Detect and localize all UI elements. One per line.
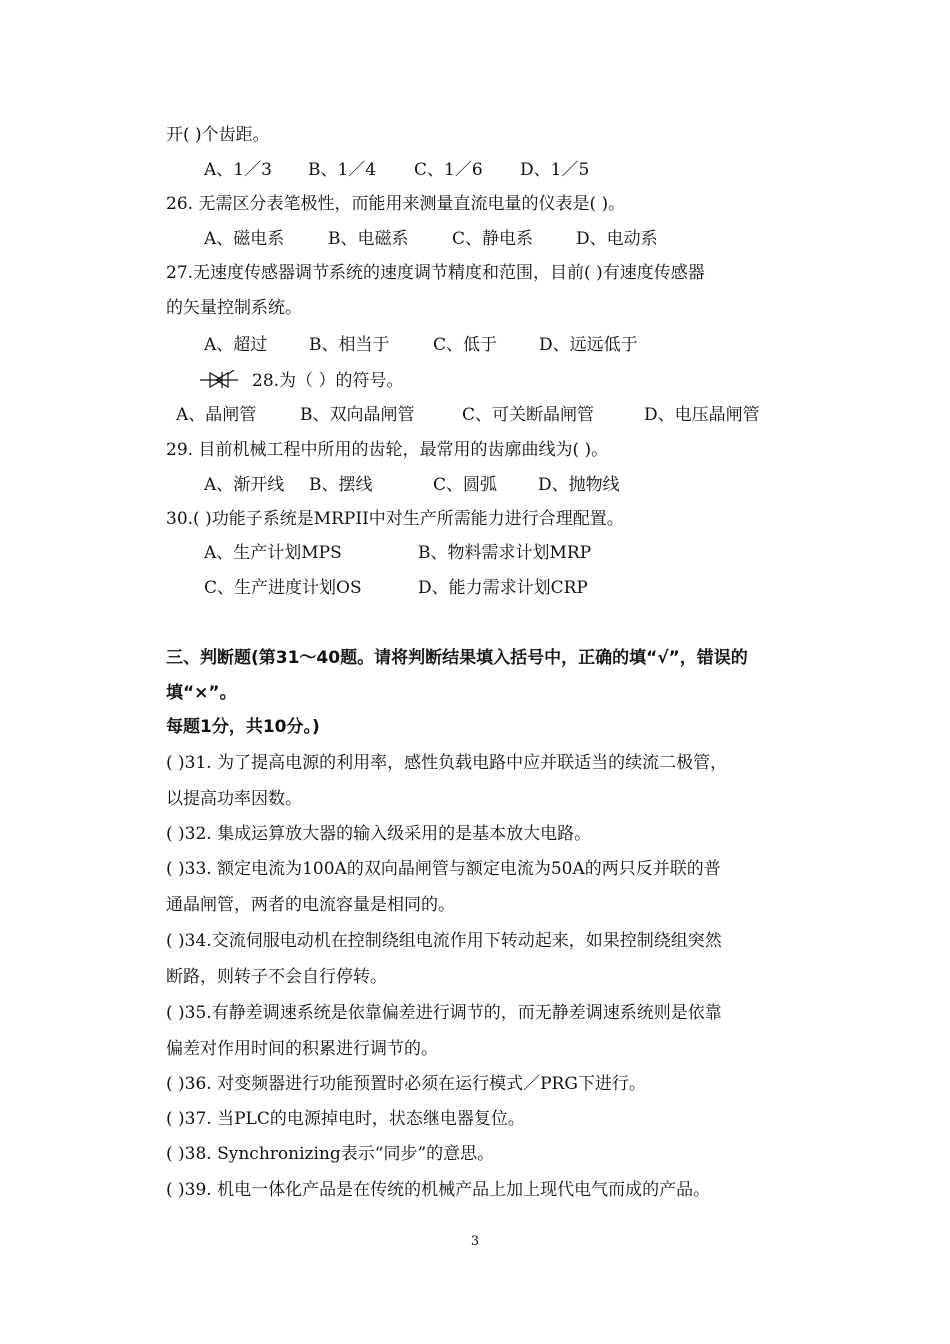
section-heading-line3: 每题1分，共10分。) [166,717,320,737]
triac-symbol-icon [200,370,238,390]
option-c: C、生产进度计划OS [204,578,362,598]
q28: 28.为（ ）的符号。 [252,371,404,391]
option-b: B、物料需求计划MRP [418,543,592,563]
option-a: A、渐开线 [204,475,285,495]
q30: 30.( )功能子系统是MRPII中对生产所需能力进行合理配置。 [166,509,624,529]
option-c: C、1／6 [414,160,483,180]
option-d: D、抛物线 [538,475,620,495]
q26-options [204,228,658,250]
option-d: D、电动系 [576,229,658,249]
q32: ( )32. 集成运算放大器的输入级采用的是基本放大电路。 [166,824,592,844]
q33-line1: ( )33. 额定电流为100A的双向晶闸管与额定电流为50A的两只反并联的普 [166,859,721,879]
q34-line2: 断路，则转子不会自行停转。 [166,967,387,987]
option-b: B、相当于 [309,335,390,355]
option-b: B、摆线 [309,475,373,495]
q36: ( )36. 对变频器进行功能预置时必须在运行模式／PRG下进行。 [166,1074,646,1094]
option-a: A、1／3 [204,160,272,180]
page-number: 3 [470,1234,480,1249]
q29-options [204,474,620,496]
option-c: C、低于 [433,335,498,355]
q30-options-row2 [204,577,588,599]
q37: ( )37. 当PLC的电源掉电时，状态继电器复位。 [166,1109,525,1129]
option-a: A、晶闸管 [176,405,257,425]
option-a: A、超过 [204,335,268,355]
q35-line2: 偏差对作用时间的积累进行调节的。 [166,1039,438,1059]
section-heading-line1: 三、判断题(第31～40题。请将判断结果填入括号中，正确的填“√”，错误的 [166,648,748,668]
option-d: D、电压晶闸管 [644,405,760,425]
option-c: C、静电系 [452,229,534,249]
q34-line1: ( )34.交流伺服电动机在控制绕组电流作用下转动起来，如果控制绕组突然 [166,931,722,951]
option-b: B、电磁系 [328,229,409,249]
q25-options [204,159,589,181]
q38: ( )38. Synchronizing表示“同步”的意思。 [166,1144,495,1164]
option-c: C、可关断晶闸管 [462,405,595,425]
q30-options-row1 [204,542,591,564]
option-a: A、生产计划MPS [204,543,342,563]
q29: 29. 目前机械工程中所用的齿轮，最常用的齿廓曲线为( )。 [166,440,609,460]
option-d: D、能力需求计划CRP [418,578,588,598]
q33-line2: 通晶闸管，两者的电流容量是相同的。 [166,895,455,915]
option-c: C、圆弧 [433,475,498,495]
option-b: B、双向晶闸管 [300,405,415,425]
option-a: A、磁电系 [204,229,285,249]
option-d: D、远远低于 [539,335,638,355]
q35-line1: ( )35.有静差调速系统是依靠偏差进行调节的，而无静差调速系统则是依靠 [166,1003,722,1023]
q25-continuation: 开( )个齿距。 [166,125,270,145]
q27-line2: 的矢量控制系统。 [166,298,302,318]
q27-options [204,334,638,356]
option-d: D、1／5 [520,160,590,180]
q39: ( )39. 机电一体化产品是在传统的机械产品上加上现代电气而成的产品。 [166,1180,711,1200]
q28-options [176,404,760,426]
q31-line2: 以提高功率因数。 [166,789,302,809]
q26: 26. 无需区分表笔极性，而能用来测量直流电量的仪表是( )。 [166,194,626,214]
option-b: B、1／4 [308,160,377,180]
q27-line1: 27.无速度传感器调节系统的速度调节精度和范围，目前( )有速度传感器 [166,263,705,283]
q31-line1: ( )31. 为了提高电源的利用率，感性负载电路中应并联适当的续流二极管， [166,753,728,773]
section-heading-line2: 填“×”。 [166,683,237,703]
